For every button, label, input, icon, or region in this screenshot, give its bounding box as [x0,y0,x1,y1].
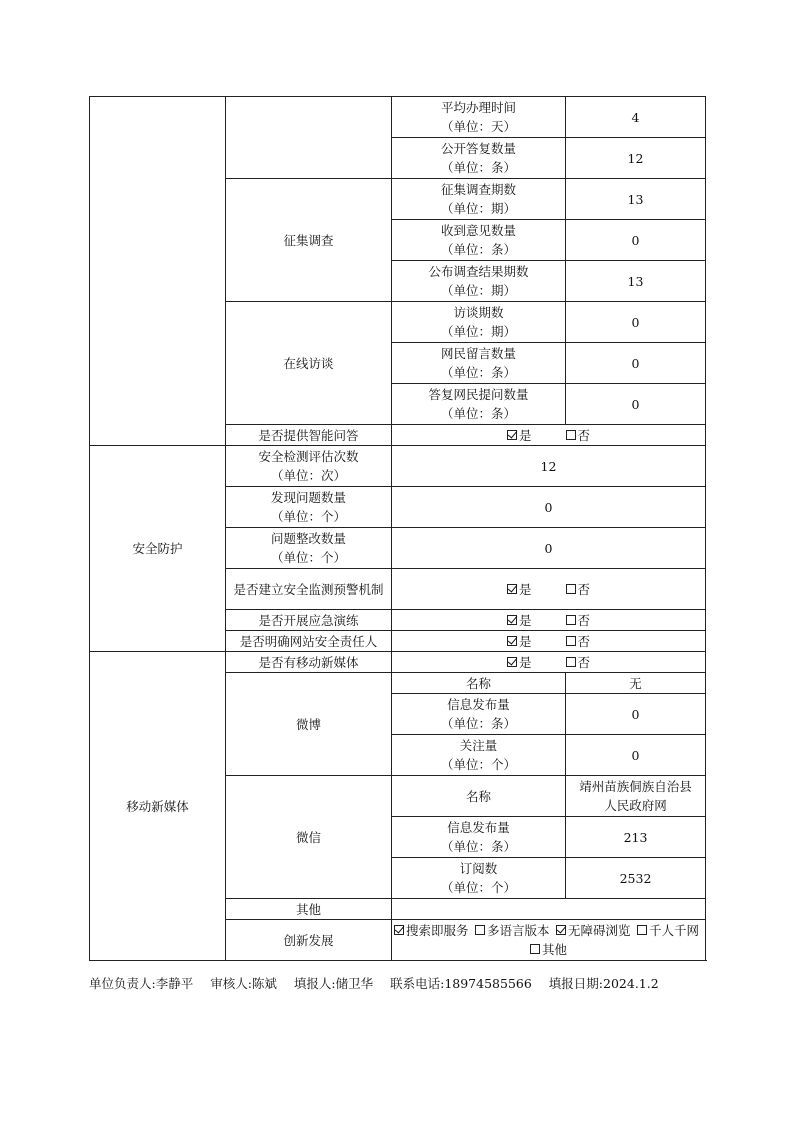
mobile-has-label: 是否有移动新媒体 [226,652,392,673]
weibo-name-label: 名称 [392,673,566,694]
smart-qa-yes[interactable]: 是 [507,426,532,445]
checked-box-icon [556,925,566,935]
interview-answers-label: 答复网民提问数量 （单位：条） [392,384,566,425]
checked-box-icon [394,925,404,935]
empty-box-icon [566,615,576,625]
wechat-name-value: 靖州苗族侗族自治县 人民政府网 [566,776,706,817]
innovation-thousand[interactable]: 千人千网 [637,921,699,940]
empty-box-icon [566,657,576,667]
innovation-other[interactable]: 其他 [530,940,567,959]
security-owner-yes[interactable]: 是 [507,632,532,651]
weibo-posts-value: 0 [566,694,706,735]
footer-date: 填报日期:2024.1.2 [548,976,659,991]
survey-results-label: 公布调查结果期数 （单位：期） [392,261,566,302]
smart-qa-label: 是否提供智能问答 [226,425,392,446]
security-fixed-label: 问题整改数量 （单位：个） [226,528,392,569]
security-owner-label: 是否明确网站安全责任人 [226,631,392,652]
wechat-posts-label: 信息发布量 （单位：条） [392,817,566,858]
security-fixed-value: 0 [392,528,706,569]
mobile-other-value[interactable] [392,899,706,920]
security-monitor-options [392,569,706,610]
wechat-subs-value: 2532 [566,858,706,899]
weibo-follows-value: 0 [566,735,706,776]
checked-box-icon [507,584,517,594]
innovation-title: 创新发展 [226,920,392,961]
footer-reviewer: 审核人:陈斌 [210,976,277,991]
wechat-name-label: 名称 [392,776,566,817]
footer-filler: 填报人:储卫华 [293,976,374,991]
security-drill-no[interactable]: 否 [566,611,591,630]
empty-box-icon [637,925,647,935]
category-cell-continued [90,97,226,446]
innovation-search[interactable]: 搜索即服务 [394,921,469,940]
reply-count-label: 公开答复数量 （单位：条） [392,138,566,179]
innovation-multilang[interactable]: 多语言版本 [475,921,550,940]
security-owner-no[interactable]: 否 [566,632,591,651]
security-monitor-no[interactable]: 否 [566,580,591,599]
survey-results-value: 13 [566,261,706,302]
mobile-has-yes[interactable]: 是 [507,653,532,672]
security-monitor-yes[interactable]: 是 [507,580,532,599]
footer-phone: 联系电话:18974585566 [390,976,532,991]
security-drill-options [392,610,706,631]
weibo-posts-label: 信息发布量 （单位：条） [392,694,566,735]
interview-messages-label: 网民留言数量 （单位：条） [392,343,566,384]
wechat-posts-value: 213 [566,817,706,858]
empty-box-icon [475,925,485,935]
interview-periods-value: 0 [566,302,706,343]
security-assess-label: 安全检测评估次数 （单位：次） [226,446,392,487]
checked-box-icon [507,657,517,667]
mobile-has-options [392,652,706,673]
survey-opinions-value: 0 [566,220,706,261]
empty-box-icon [566,636,576,646]
weibo-name-value: 无 [566,673,706,694]
survey-periods-value: 13 [566,179,706,220]
subcategory-cell-continued [226,97,392,179]
footer-head: 单位负责人:李静平 [89,976,194,991]
avg-time-label: 平均办理时间 （单位：天） [392,97,566,138]
reply-count-value: 12 [566,138,706,179]
interview-answers-value: 0 [566,384,706,425]
empty-box-icon [566,430,576,440]
interview-periods-label: 访谈期数 （单位：期） [392,302,566,343]
weibo-title: 微博 [226,673,392,776]
empty-box-icon [530,944,540,954]
checked-box-icon [507,636,517,646]
footer-signatures [89,974,672,992]
innovation-accessible[interactable]: 无障碍浏览 [556,921,631,940]
security-drill-yes[interactable]: 是 [507,611,532,630]
smart-qa-no[interactable]: 否 [566,426,591,445]
security-found-value: 0 [392,487,706,528]
security-monitor-label: 是否建立安全监测预警机制 [226,569,392,610]
security-drill-label: 是否开展应急演练 [226,610,392,631]
security-title: 安全防护 [90,446,226,652]
wechat-subs-label: 订阅数 （单位：个） [392,858,566,899]
mobile-title: 移动新媒体 [90,652,226,961]
report-table [89,96,706,961]
security-owner-options [392,631,706,652]
mobile-other-label: 其他 [226,899,392,920]
empty-box-icon [566,584,576,594]
weibo-follows-label: 关注量 （单位：个） [392,735,566,776]
checked-box-icon [507,430,517,440]
smart-qa-options [392,425,706,446]
survey-periods-label: 征集调查期数 （单位：期） [392,179,566,220]
checked-box-icon [507,615,517,625]
security-found-label: 发现问题数量 （单位：个） [226,487,392,528]
wechat-title: 微信 [226,776,392,899]
mobile-has-no[interactable]: 否 [566,653,591,672]
avg-time-value: 4 [566,97,706,138]
interview-title: 在线访谈 [226,302,392,425]
interview-messages-value: 0 [566,343,706,384]
innovation-options [392,920,706,961]
survey-title: 征集调查 [226,179,392,302]
survey-opinions-label: 收到意见数量 （单位：条） [392,220,566,261]
security-assess-value: 12 [392,446,706,487]
